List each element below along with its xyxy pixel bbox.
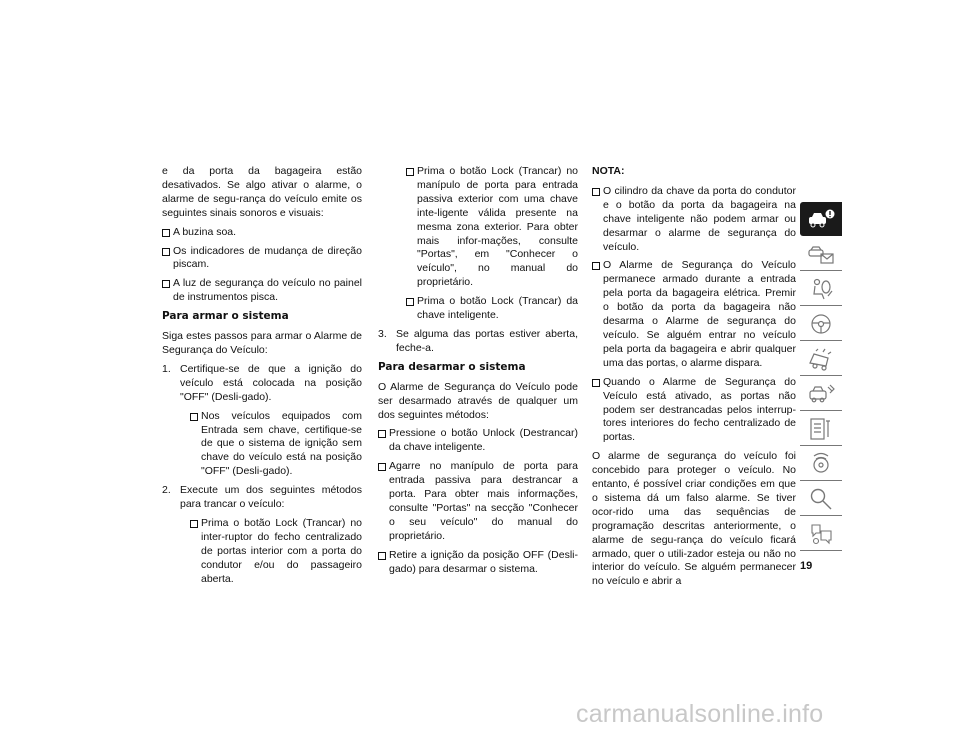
step-1-text: Certifique-se de que a ignição do veículo está colocada na posição "OFF" (Desli-gado). (180, 362, 362, 403)
car-info-icon (806, 206, 836, 232)
nota-label: NOTA: (592, 165, 625, 177)
tab-car-info[interactable] (800, 202, 842, 236)
step-3 (378, 328, 578, 356)
step-2-text: Execute um dos seguintes métodos para trancar o veículo: (180, 484, 362, 511)
magnifier-icon (806, 486, 836, 512)
signal-turn-lights: Os indicadores de mudança de direção piscam. (162, 245, 362, 273)
tab-steering-wheel[interactable] (800, 307, 842, 341)
intro-paragraph: e da porta da bagageira estão desativados. Se algo ativar o alarme, o alarme de segu-rança do veículo emite os seguintes sinais sonoros e visuais: (162, 165, 362, 219)
step-2-sub-2: Prima o botão Lock (Trancar) no manípulo de porta para entrada passiva exterior com uma chave inte-ligente válida presente na mesma zona exterior. Para obter mais infor-mações, consulte "Portas", em "Conhecer o veículo", no manual do proprietário. (406, 165, 578, 290)
car-mail-icon (806, 241, 836, 267)
closing-paragraph: O alarme de segurança do veículo foi concebido para proteger o veículo. No entanto, é possível criar condições em que o sistema dá um falso alarme. Se tiver ocor-rido uma das sequências de programação descritas anteriormente, o alarme de segu-rança do veículo ficará armado, quer o utili-zador esteja ou não no interior do veículo. Se alguém permanecer no veículo e abrir a (592, 450, 796, 588)
note-1: O cilindro da chave da porta do condutor e o botão da porta da bagageira na chave inteligente não podem armar ou desarmar o alarme de segurança do veículo. (592, 185, 796, 255)
signal-security-light: A luz de segurança do veículo no painel de instrumentos pisca. (162, 277, 362, 305)
step-2-sub-1: Prima o botão Lock (Trancar) no inter-ruptor do fecho centralizado de portas interior com a porta do condutor e/ou do passageiro aberta. (190, 517, 362, 587)
multimedia-icon (806, 451, 836, 477)
tab-airbag-seat[interactable] (800, 272, 842, 306)
page-number: 19 (800, 560, 813, 572)
disarm-method-1: Pressione o botão Unlock (Destrancar) da chave inteligente. (378, 427, 578, 455)
note-2: O Alarme de Segurança do Veículo permanece armado durante a entrada pela porta da bagageira elétrica. Premir o botão da porta da bagageira não desarma o Alarme de segurança do veículo. Se alguém entrar no veículo pela porta da bagageira e abrir qualquer uma das portas, o alarme dispara. (592, 259, 796, 370)
language-icon (806, 521, 836, 547)
tab-language[interactable] (800, 517, 842, 551)
car-service-icon (806, 381, 836, 407)
disarm-method-2: Agarre no manípulo de porta para entrada passiva para destrancar a porta. Para obter mais informações, consulte "Portas" na secção "Conhecer o seu veículo" do manual do proprietário. (378, 460, 578, 543)
car-crash-icon (806, 346, 836, 372)
tab-car-service[interactable] (800, 377, 842, 411)
steering-wheel-icon (806, 311, 836, 337)
tab-car-crash[interactable] (800, 342, 842, 376)
disarm-intro: O Alarme de Segurança do Veículo pode ser desarmado através de qualquer um dos seguintes métodos: (378, 380, 578, 421)
step-1-number: 1. (162, 362, 171, 375)
step-2-sub-3: Prima o botão Lock (Trancar) da chave inteligente. (406, 295, 578, 323)
arm-intro: Siga estes passos para armar o Alarme de Segurança do Veículo: (162, 330, 362, 356)
tab-magnifier[interactable] (800, 482, 842, 516)
chapter-tabs (800, 202, 842, 552)
disarm-method-3: Retire a ignição da posição OFF (Desli-gado) para desarmar o sistema. (378, 549, 578, 577)
tab-car-mail[interactable] (800, 237, 842, 271)
tab-multimedia[interactable] (800, 447, 842, 481)
column-2 (378, 165, 578, 581)
step-3-number: 3. (378, 327, 387, 340)
checklist-wrench-icon (806, 416, 836, 442)
column-3 (592, 165, 796, 594)
step-3-text: Se alguma das portas estiver aberta, feche-a. (396, 327, 578, 354)
note-3: Quando o Alarme de Segurança do Veículo está ativado, as portas não podem ser destrancadas pelos interrup-tores interiores do fecho centralizado de portas. (592, 376, 796, 446)
airbag-seat-icon (806, 276, 836, 302)
step-2-number: 2. (162, 484, 171, 497)
step-1-sub: Nos veículos equipados com Entrada sem chave, certifique-se de que o sistema de ignição sem chave do veículo está na posição "OFF" (Desli-gado). (190, 410, 362, 480)
disarm-heading: Para desarmar o sistema (378, 360, 526, 373)
step-2 (162, 484, 362, 512)
step-1 (162, 363, 362, 405)
watermark: carmanualsonline.info (576, 700, 824, 728)
column-1 (162, 165, 362, 591)
arm-heading: Para armar o sistema (162, 310, 289, 323)
tab-checklist-wrench[interactable] (800, 412, 842, 446)
signal-horn: A buzina soa. (162, 226, 362, 240)
